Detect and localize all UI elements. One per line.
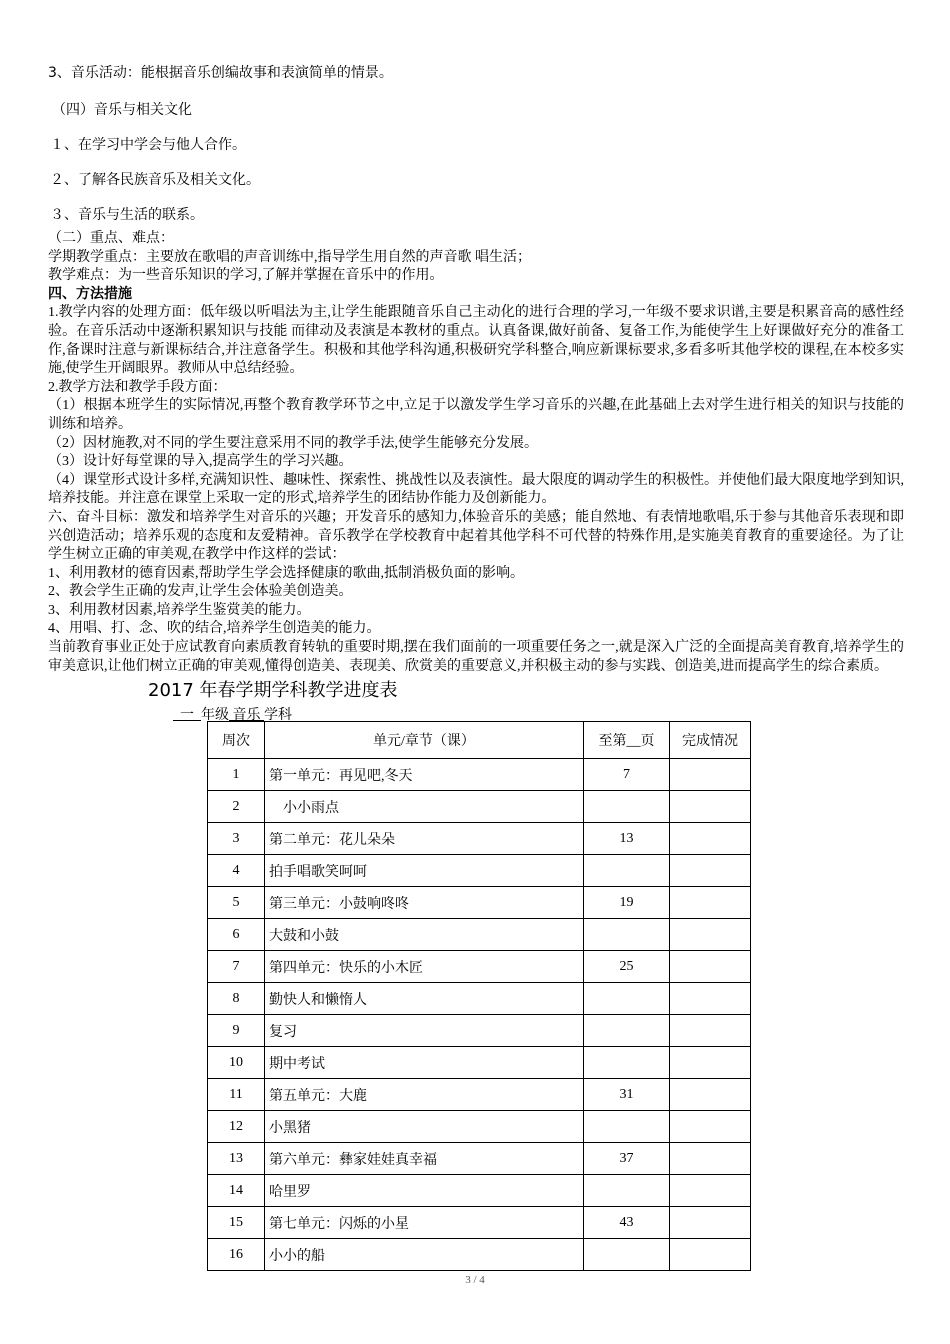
unit-cell: 复习: [265, 1015, 584, 1047]
table-row: [208, 1239, 751, 1271]
unit-cell: 第七单元：闪烁的小星: [265, 1207, 584, 1239]
header-unit: 单元/章节（课）: [265, 722, 584, 759]
week-cell: 5: [208, 887, 265, 919]
page-cell: 31: [584, 1079, 670, 1111]
unit-cell: 勤快人和懒惰人: [265, 983, 584, 1015]
key-point-text: 学期教学重点：主要放在歌唱的声音训练中,指导学生用自然的声音歌 唱生活；: [48, 249, 531, 265]
schedule-header-row: [208, 722, 751, 759]
unit-cell: 哈里罗: [265, 1175, 584, 1207]
week-cell: 15: [208, 1207, 265, 1239]
unit-cell: 第五单元：大鹿: [265, 1079, 584, 1111]
culture-item-1: １、在学习中学会与他人合作。: [50, 137, 246, 153]
table-row: [208, 1143, 751, 1175]
table-row: [208, 983, 751, 1015]
means-heading: 2.教学方法和教学手段方面：: [48, 379, 227, 395]
week-cell: 10: [208, 1047, 265, 1079]
page-cell: 13: [584, 823, 670, 855]
unit-cell: 拍手唱歌笑呵呵: [265, 855, 584, 887]
means-item-3: （3）设计好每堂课的导入,提高学生的学习兴趣。: [48, 454, 353, 470]
page-cell: [584, 855, 670, 887]
music-activity-line: 3、音乐活动：能根据音乐创编故事和表演简单的情景。: [48, 65, 393, 81]
header-week: 周次: [208, 722, 265, 759]
week-cell: 6: [208, 919, 265, 951]
subject-label: 学科: [264, 708, 292, 723]
goals-paragraph: 六、奋斗目标：激发和培养学生对音乐的兴趣；开发音乐的感知力,体验音乐的美感；能自然地、有表情地歌唱,乐于参与其他音乐表现和即兴创造活动；培养乐观的态度和友爱精神。音乐教学在学校教育中起着其他学科不可代替的特殊作用,是实施美育教育的重要途径。为了让学生树立正确的审美观,在教学中作这样的尝试：: [48, 509, 904, 563]
table-row: [208, 791, 751, 823]
goal-item-4: 4、用唱、打、念、吹的结合,培养学生创造美的能力。: [48, 621, 381, 637]
key-points-heading: （二）重点、难点：: [48, 231, 174, 246]
unit-cell: 第一单元：再见吧,冬天: [265, 759, 584, 791]
table-row: [208, 759, 751, 791]
table-row: [208, 1079, 751, 1111]
week-cell: 11: [208, 1079, 265, 1111]
table-row: [208, 1207, 751, 1239]
week-cell: 8: [208, 983, 265, 1015]
completion-cell: [670, 1015, 751, 1047]
closing-paragraph: 当前教育事业正处于应试教育向素质教育转轨的重要时期,摆在我们面前的一项重要任务之一,就是深入广泛的全面提高美育教育,培养学生的审美意识,让他们树立正确的审美观,懂得创造美、表现美、欣赏美的重要意义,并积极主动的参与实践、创造美,进而提高学生的综合素质。: [48, 640, 904, 674]
table-row: [208, 919, 751, 951]
table-row: [208, 1015, 751, 1047]
header-page: 至第__页: [584, 722, 670, 759]
completion-cell: [670, 919, 751, 951]
completion-cell: [670, 759, 751, 791]
page-cell: [584, 919, 670, 951]
subject-value: 音乐: [232, 708, 261, 723]
unit-cell: 第三单元：小鼓响咚咚: [265, 887, 584, 919]
week-cell: 1: [208, 759, 265, 791]
table-row: [208, 823, 751, 855]
methods-heading: 四、方法措施: [48, 286, 132, 302]
unit-cell: 大鼓和小鼓: [265, 919, 584, 951]
week-cell: 12: [208, 1111, 265, 1143]
table-row: [208, 887, 751, 919]
week-cell: 16: [208, 1239, 265, 1271]
unit-cell: 小小雨点: [265, 791, 584, 823]
schedule-table: [207, 721, 751, 1271]
page-cell: 43: [584, 1207, 670, 1239]
grade-label: 年级: [201, 708, 229, 723]
difficulty-text: 教学难点：为一些音乐知识的学习,了解并掌握在音乐中的作用。: [48, 268, 444, 284]
page-cell: [584, 791, 670, 823]
page-cell: [584, 983, 670, 1015]
page-cell: [584, 1239, 670, 1271]
week-cell: 14: [208, 1175, 265, 1207]
page-cell: [584, 1111, 670, 1143]
completion-cell: [670, 1079, 751, 1111]
table-row: [208, 951, 751, 983]
teaching-plan-body: [48, 230, 904, 676]
completion-cell: [670, 1207, 751, 1239]
table-row: [208, 1111, 751, 1143]
page-cell: 19: [584, 887, 670, 919]
completion-cell: [670, 791, 751, 823]
completion-cell: [670, 1111, 751, 1143]
week-cell: 4: [208, 855, 265, 887]
content-processing-paragraph: 1.教学内容的处理方面：低年级以听唱法为主,让学生能跟随音乐自己主动化的进行合理的学习,一年级不要求识谱,主要是积累音高的感性经验。在音乐活动中逐渐积累知识与技能 而律动及表演是本教材的重点。认真备课,做好前备、复备工作,为能使学生上好课做好充分的准备工作,备课时注意与新课标结合,并注意备学生。积极和其他学科沟通,积极研究学科整合,响应新课标要求,多看多听其他学校的课程,在本校多实施,使学生开阔眼界。教师从中总结经验。: [48, 305, 904, 377]
section-heading-culture: （四）音乐与相关文化: [52, 102, 192, 118]
week-cell: 7: [208, 951, 265, 983]
table-row: [208, 1047, 751, 1079]
header-completion: 完成情况: [670, 722, 751, 759]
completion-cell: [670, 855, 751, 887]
means-item-1: （1）根据本班学生的实际情况,再整个教育教学环节之中,立足于以激发学生学习音乐的兴趣,在此基础上去对学生进行相关的知识与技能的训练和培养。: [48, 398, 904, 432]
page-cell: [584, 1047, 670, 1079]
page-indicator: 3 / 4: [465, 1274, 485, 1286]
week-cell: 3: [208, 823, 265, 855]
goal-item-1: 1、利用教材的德育因素,帮助学生学会选择健康的歌曲,抵制消极负面的影响。: [48, 565, 524, 581]
completion-cell: [670, 823, 751, 855]
page-cell: [584, 1015, 670, 1047]
culture-item-2: ２、了解各民族音乐及相关文化。: [50, 172, 260, 188]
completion-cell: [670, 1143, 751, 1175]
week-cell: 2: [208, 791, 265, 823]
goal-item-2: 2、教会学生正确的发声,让学生会体验美创造美。: [48, 584, 353, 600]
completion-cell: [670, 983, 751, 1015]
page-cell: 37: [584, 1143, 670, 1175]
completion-cell: [670, 1239, 751, 1271]
week-cell: 13: [208, 1143, 265, 1175]
means-item-2: （2）因材施教,对不同的学生要注意采用不同的教学手法,使学生能够充分发展。: [48, 435, 538, 451]
unit-cell: 第二单元：花儿朵朵: [265, 823, 584, 855]
completion-cell: [670, 1175, 751, 1207]
page-cell: 7: [584, 759, 670, 791]
culture-item-3: ３、音乐与生活的联系。: [50, 207, 204, 223]
table-row: [208, 855, 751, 887]
unit-cell: 第四单元：快乐的小木匠: [265, 951, 584, 983]
table-row: [208, 1175, 751, 1207]
page-cell: 25: [584, 951, 670, 983]
goal-item-3: 3、利用教材因素,培养学生鉴赏美的能力。: [48, 602, 311, 618]
completion-cell: [670, 887, 751, 919]
week-cell: 9: [208, 1015, 265, 1047]
completion-cell: [670, 1047, 751, 1079]
grade-value: 一: [180, 708, 194, 723]
completion-cell: [670, 951, 751, 983]
unit-cell: 小小的船: [265, 1239, 584, 1271]
page-cell: [584, 1175, 670, 1207]
unit-cell: 第六单元：彝家娃娃真幸福: [265, 1143, 584, 1175]
unit-cell: 期中考试: [265, 1047, 584, 1079]
unit-cell: 小黑猪: [265, 1111, 584, 1143]
means-item-4: （4）课堂形式设计多样,充满知识性、趣味性、探索性、挑战性以及表演性。最大限度的调动学生的积极性。并使他们最大限度地学到知识,培养技能。并注意在课堂上采取一定的形式,培养学生的团结协作能力及创新能力。: [48, 472, 904, 507]
schedule-title: 2017 年春学期学科教学进度表: [148, 680, 398, 701]
